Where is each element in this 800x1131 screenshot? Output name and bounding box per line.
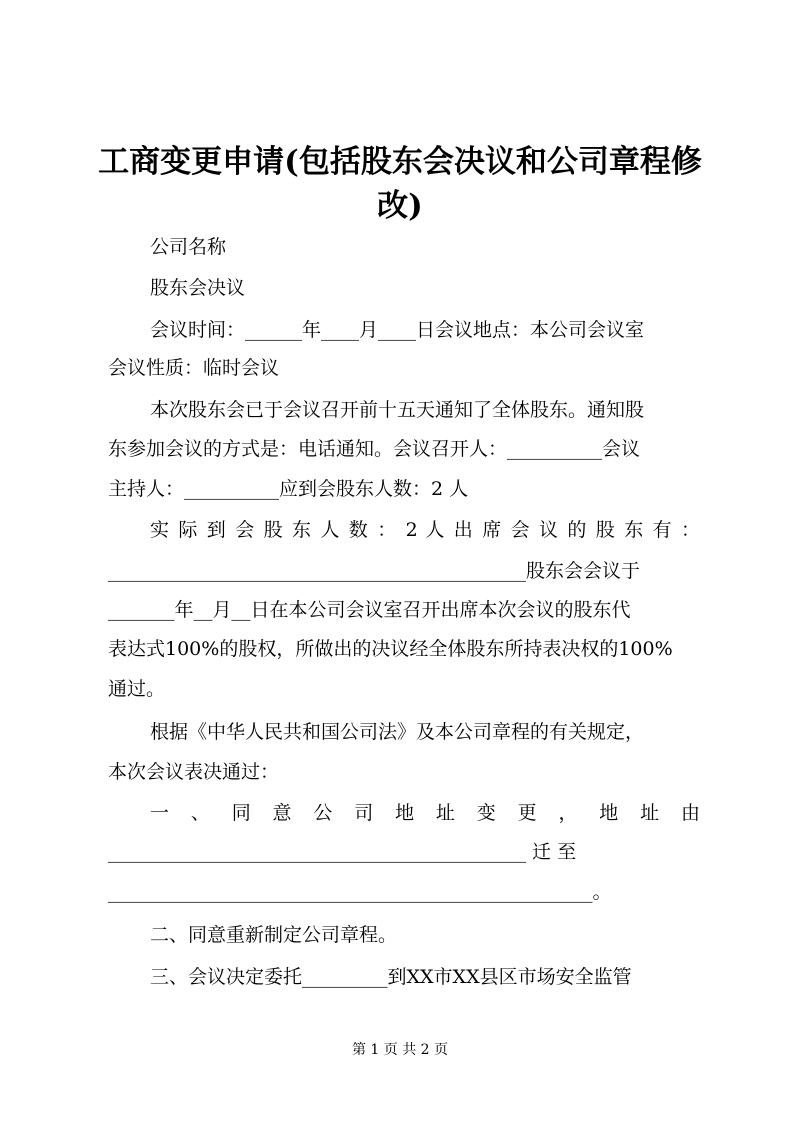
paragraph-line: 本次股东会已于会议召开前十五天通知了全体股东。通知股 [150, 399, 645, 421]
title-line-1: 工商变更申请(包括股东会决议和公司章程修 [98, 144, 702, 180]
paragraph-line: 通过。 [108, 678, 166, 700]
resolution-item-3: 三、会议决定委托_________到XX市XX县区市场安全监管 [150, 966, 632, 988]
paragraph-line: 本次会议表决通过： [108, 761, 280, 783]
title-line-2: 改) [377, 188, 423, 224]
paragraph-line: 根据《中华人民共和国公司法》及本公司章程的有关规定， [150, 721, 645, 743]
paragraph-line: 主持人：__________应到会股东人数：2 人 [108, 478, 469, 500]
page-footer: 第 1 页 共 2 页 [351, 1042, 449, 1058]
document-title [60, 140, 740, 228]
paragraph-line: _______年__月__日在本公司会议室召开出席本次会议的股东代 [108, 599, 631, 621]
meeting-time-line: 会议时间：______年____月____日会议地点：本公司会议室 [150, 319, 645, 341]
company-name-label: 公司名称 [150, 236, 227, 258]
meeting-nature-line: 会议性质：临时会议 [108, 357, 280, 379]
resolution-item-1: 一 、 同 意 公 司 地 址 变 更 ， 地 址 由 [150, 802, 700, 824]
paragraph-line: ____________________________________________股东会会议于 [108, 560, 641, 582]
resolution-heading: 股东会决议 [150, 277, 246, 299]
paragraph-line: 表达式100%的股权，所做出的决议经全体股东所持表决权的100% [108, 638, 673, 660]
paragraph-line: 东参加会议的方式是：电话通知。会议召开人：__________会议 [108, 438, 641, 460]
resolution-item-2: 二、同意重新制定公司章程。 [150, 924, 398, 946]
paragraph-line: 实 际 到 会 股 东 人 数 ： 2 人 出 席 会 议 的 股 东 有 ： [150, 519, 700, 541]
address-blank-line: ___________________________________________________。 [108, 881, 612, 903]
address-blank-line: ____________________________________________ 迁 至 [108, 841, 577, 863]
